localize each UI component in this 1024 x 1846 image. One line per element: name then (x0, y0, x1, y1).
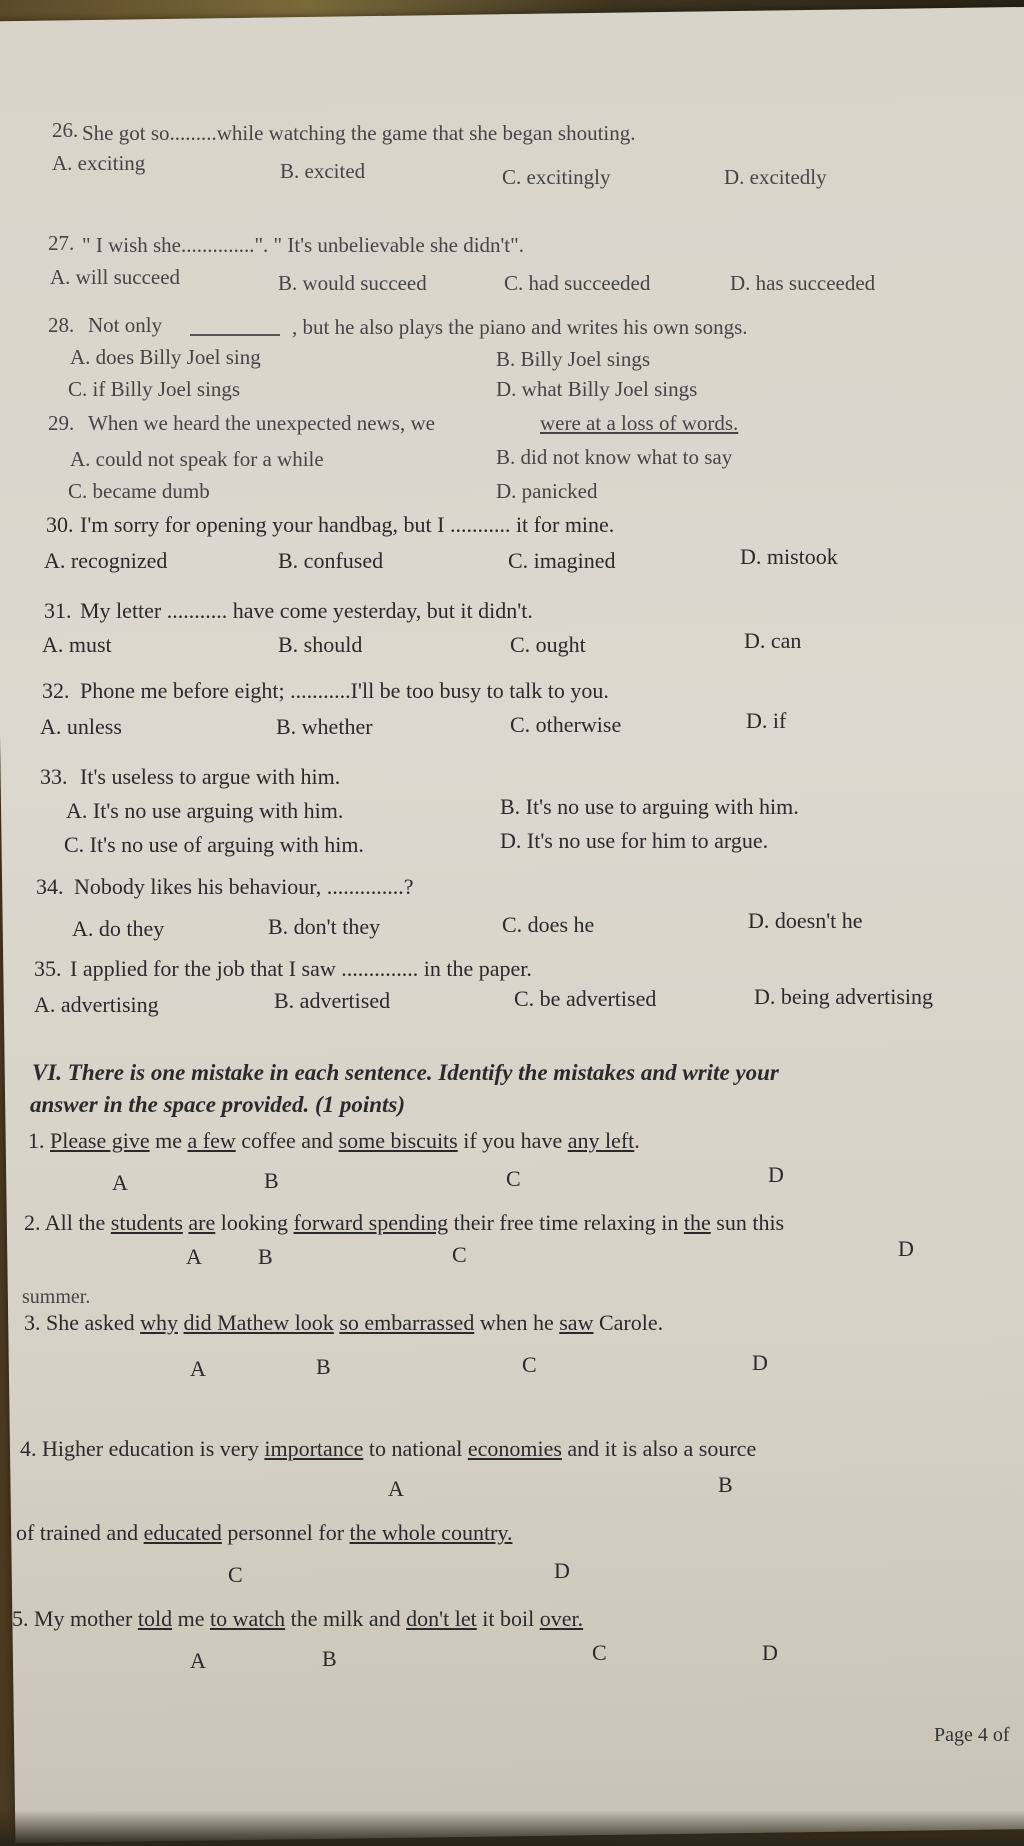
option-d: D. can (744, 628, 802, 653)
option-b: B. should (278, 632, 363, 657)
option-a: A. could not speak for a while (70, 447, 324, 471)
question-stem: I applied for the job that I saw .............. in the paper. (70, 956, 532, 981)
option-d: D. It's no use for him to argue. (500, 828, 769, 853)
underlined-part-d: saw (559, 1310, 594, 1335)
option-a: A. will succeed (50, 265, 181, 289)
label-d: D (554, 1558, 570, 1583)
option-c: C. became dumb (68, 479, 210, 503)
question-number: 29. (48, 411, 75, 435)
question-stem: My letter ........... have come yesterday, but it didn't. (80, 598, 533, 623)
label-b: B (264, 1168, 279, 1193)
underlined-part-d: the whole country. (349, 1520, 513, 1545)
underlined-part-b: a few (187, 1128, 236, 1153)
answer-blank (190, 314, 280, 336)
label-d: D (898, 1236, 914, 1261)
option-a: A. advertising (34, 992, 159, 1017)
underlined-part-b: did Mathew look (183, 1310, 334, 1335)
sentence-text: 4. Higher education is very importance to national economies and it is also a source (20, 1436, 757, 1461)
question-number: 27. (48, 231, 75, 255)
option-b: B. Billy Joel sings (496, 347, 651, 371)
sentence-continuation: of trained and educated personnel for the whole country. (16, 1520, 513, 1545)
option-b: B. excited (280, 159, 366, 183)
question-stem: Phone me before eight; ...........I'll be too busy to talk to you. (80, 678, 609, 703)
label-a: A (112, 1170, 128, 1195)
question-stem: She got so.........while watching the game that she began shouting. (82, 121, 636, 145)
underlined-part-c: don't let (406, 1606, 477, 1631)
section-heading-line2: answer in the space provided. (1 points) (30, 1092, 406, 1117)
label-c: C (592, 1640, 607, 1665)
label-d: D (762, 1640, 778, 1665)
option-b: B. advertised (274, 988, 391, 1013)
sentence-text: 3. She asked why did Mathew look so embarrassed when he saw Carole. (24, 1310, 664, 1335)
option-d: D. has succeeded (730, 271, 876, 295)
question-stem: Nobody likes his behaviour, ..............? (74, 874, 414, 899)
question-stem-end: , but he also plays the piano and writes his own songs. (292, 315, 748, 339)
sentence-text: 2. All the students are looking forward spending their free time relaxing in the sun this (24, 1210, 785, 1235)
option-d: D. panicked (496, 479, 598, 503)
question-number: 31. (44, 598, 72, 623)
option-a: A. do they (72, 916, 165, 941)
underlined-part-a: importance (264, 1436, 364, 1461)
option-a: A. unless (40, 714, 122, 739)
option-d: D. excitedly (724, 165, 827, 189)
question-stem: " I wish she..............". " It's unbelievable she didn't". (82, 233, 524, 257)
label-d: D (752, 1350, 768, 1375)
option-c: C. excitingly (502, 165, 611, 189)
underlined-part-d: any left (567, 1128, 635, 1153)
sentence-text: 1. Please give me a few coffee and some biscuits if you have any left. (28, 1128, 640, 1153)
option-c: C. otherwise (510, 712, 622, 737)
underlined-part-c: some biscuits (338, 1128, 458, 1153)
question-number: 28. (48, 313, 75, 337)
label-c: C (452, 1242, 467, 1267)
underlined-part-b: economies (467, 1436, 562, 1461)
option-b: B. It's no use to arguing with him. (500, 794, 799, 819)
option-a: A. exciting (52, 151, 146, 175)
label-c: C (228, 1562, 243, 1587)
option-d: D. being advertising (754, 984, 934, 1009)
option-b: B. confused (278, 548, 384, 573)
underlined-part-a: told (137, 1606, 173, 1631)
label-b: B (316, 1354, 331, 1379)
underlined-part-d: the (683, 1210, 711, 1235)
underlined-part-b: to watch (210, 1606, 286, 1631)
question-number: 32. (42, 678, 70, 703)
option-a: A. must (42, 632, 112, 657)
label-a: A (190, 1648, 206, 1673)
page-number: Page 4 of (934, 1724, 1010, 1746)
option-d: D. doesn't he (748, 908, 863, 933)
underlined-part-c: so embarrassed (339, 1310, 475, 1335)
option-b: B. would succeed (278, 271, 427, 295)
option-b: B. don't they (268, 914, 381, 939)
label-d: D (768, 1162, 784, 1187)
question-number: 33. (40, 764, 68, 789)
option-c: C. ought (510, 632, 586, 657)
label-b: B (258, 1244, 273, 1269)
question-stem: I'm sorry for opening your handbag, but I ........... it for mine. (80, 512, 615, 537)
option-a: A. recognized (44, 548, 168, 573)
label-c: C (506, 1166, 521, 1191)
underlined-part-a: why (140, 1310, 178, 1335)
underlined-part-b: are (188, 1210, 216, 1235)
option-a: A. It's no use arguing with him. (66, 798, 344, 823)
option-d: D. what Billy Joel sings (496, 377, 698, 401)
sentence-text: 5. My mother told me to watch the milk and don't let it boil over. (12, 1606, 584, 1631)
question-stem-underlined: were at a loss of words. (540, 411, 739, 435)
label-b: B (718, 1472, 733, 1497)
option-d: D. mistook (740, 544, 838, 569)
question-number: 30. (46, 512, 74, 537)
option-c: C. had succeeded (504, 271, 651, 295)
underlined-part-c: forward spending (293, 1210, 449, 1235)
question-number: 35. (34, 956, 62, 981)
question-stem: It's useless to argue with him. (80, 764, 341, 789)
option-b: B. did not know what to say (496, 445, 733, 469)
option-d: D. if (746, 708, 787, 733)
question-number: 34. (36, 874, 64, 899)
section-heading-line1: VI. There is one mistake in each sentence. Identify the mistakes and write your (32, 1060, 779, 1085)
sentence-continuation: summer. (22, 1286, 91, 1308)
question-stem-start: Not only (88, 313, 163, 337)
underlined-part-d: over. (539, 1606, 584, 1631)
question-stem-start: When we heard the unexpected news, we (88, 411, 435, 435)
label-b: B (322, 1646, 337, 1671)
underlined-part-a: Please give (50, 1128, 150, 1153)
underlined-part-c: educated (143, 1520, 222, 1545)
label-a: A (190, 1356, 206, 1381)
label-a: A (186, 1244, 202, 1269)
option-c: C. It's no use of arguing with him. (64, 832, 364, 857)
question-number: 26. (52, 118, 79, 142)
underlined-part-a: students (110, 1210, 183, 1235)
option-c: C. if Billy Joel sings (68, 377, 241, 401)
option-c: C. imagined (508, 548, 616, 573)
label-a: A (388, 1476, 404, 1501)
option-a: A. does Billy Joel sing (70, 345, 261, 369)
option-c: C. does he (502, 912, 595, 937)
option-c: C. be advertised (514, 986, 657, 1011)
label-c: C (522, 1352, 537, 1377)
option-b: B. whether (276, 714, 373, 739)
